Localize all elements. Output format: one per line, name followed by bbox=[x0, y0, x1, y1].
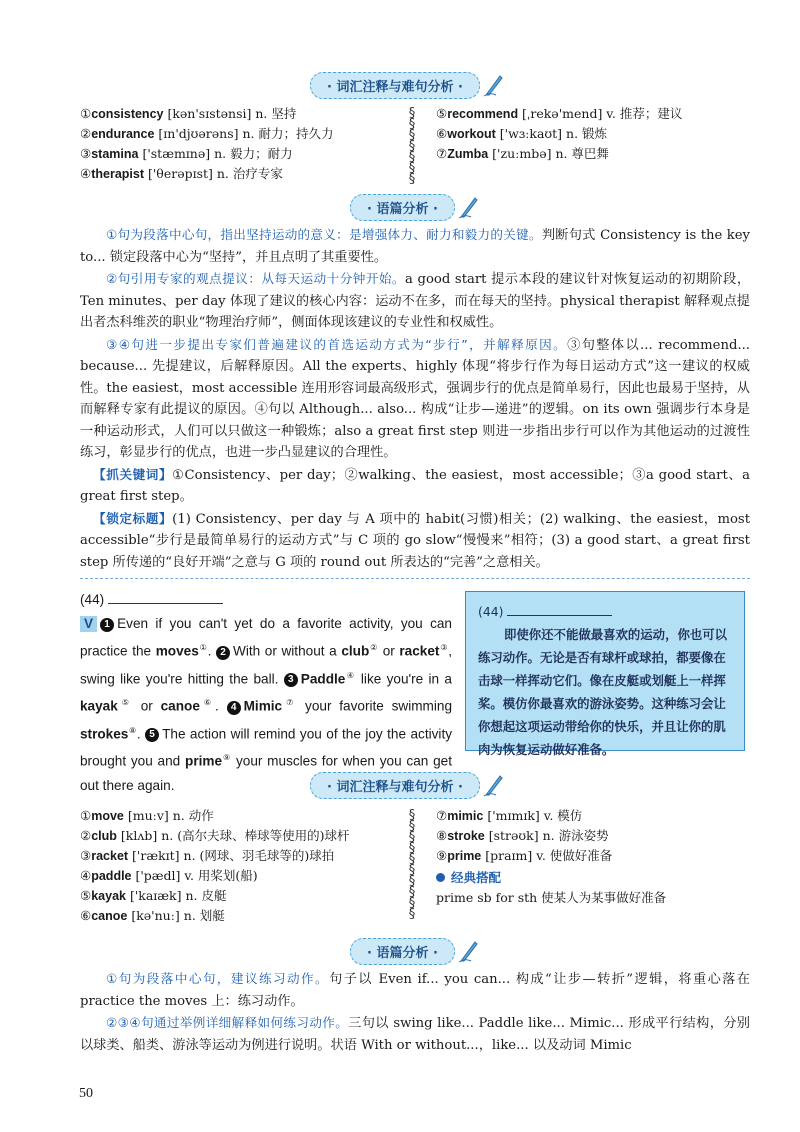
banner-label: · 语篇分析 · bbox=[350, 938, 455, 965]
vocab-item: ⑥workout ['wɜːkaʊt] n. 锻炼 bbox=[436, 126, 608, 141]
vocab-item: ③racket ['rækɪt] n. (网球、羽毛球等的)球拍 bbox=[80, 848, 335, 863]
divider-squiggle: § § § § § § § § § § bbox=[408, 808, 416, 922]
lock-title-tag: 【锁定标题】 bbox=[93, 510, 173, 526]
bullet-dot-icon bbox=[436, 873, 445, 882]
vocab-item: ⑦mimic ['mɪmɪk] v. 模仿 bbox=[436, 808, 583, 823]
vocab-item: ①consistency [kən'sɪstənsi] n. 坚持 bbox=[80, 106, 297, 121]
section-banner-vocab bbox=[310, 772, 504, 798]
vocab-item: ⑤kayak ['kaɪæk] n. 皮艇 bbox=[80, 888, 227, 903]
vocab-list-2 bbox=[80, 806, 750, 932]
vocab-column-right bbox=[436, 806, 666, 908]
divider-squiggle: § § § § § § § bbox=[408, 106, 416, 187]
banner-label: · 词汇注释与难句分析 · bbox=[310, 72, 480, 99]
keywords-tag: 【抓关键词】 bbox=[93, 466, 173, 482]
vocab-item: ⑨prime [praɪm] v. 使做好准备 bbox=[436, 848, 613, 863]
section-banner-discourse bbox=[350, 194, 479, 220]
paragraph-marker: V bbox=[80, 616, 97, 632]
vocab-item: ②endurance [ɪn'djʊərəns] n. 耐力；持久力 bbox=[80, 126, 334, 141]
pen-icon bbox=[482, 773, 504, 797]
pen-icon bbox=[482, 73, 504, 97]
analysis-paragraph-1: ①句为段落中心句，指出坚持运动的意义：是增强体力、耐力和毅力的关键。判断句式 Consistency is the key to... 锁定段落中心为“坚持”，并且点明了其重要性。 ②句引用专家的观点提议：从每天运动十分钟开始。a good start 提示本段的建议针对恢复运动的初期阶段，Ten minutes、per day 体现了建议的核心内容：运动不在多，而在每天的坚持。physical therapist 解释观点提出者杰科维茨的职业“物理治疗师”，侧面体现该建议的专业性和权威性。 ③④句进一步提出专家们普遍建议的首选运动方式为“步行”，并解释原因。③句整体以... recommend... because... 先提建议，后解释原因。All the experts、highly 体现“将步行作为每日运动方式”这一建议的权威性。the easiest，most accessible 连用形容词最高级形式，强调步行的优点是简单易行，因此也最易于坚持，从而解释专家有此提议的原因。④句以 Although... also... 构成“让步—递进”的逻辑。on its own 强调步行本身是一种运动形式，人们可以只做这一种锻炼；also a great first step 则进一步指出步行可以作为其他运动的过渡性练习，彰显步行的优点，也进一步凸显建议的合理性。 【抓关键词】①Consistency、per day；②walking、the easiest，most accessible；③a good start、a great first step。 【锁定标题】(1) Consistency、per day 与 A 项中的 habit(习惯)相关；(2) walking、the easiest，most accessible“步行是最简单易行的运动方式”与 C 项的 go slow“慢慢来”相符；(3) a good start、a great first step 所传递的“良好开端”之意与 G 项的 round out 所表达的“完善”之意相关。 bbox=[80, 227, 751, 570]
vocab-item: ③stamina ['stæmɪnə] n. 毅力；耐力 bbox=[80, 146, 293, 161]
translation-text: 即使你还不能做最喜欢的运动，你也可以练习动作。无论是否有球杆或球拍，都要像在击球一样挥动它们。像在皮艇或划艇上一样挥桨。模仿你最喜欢的游泳姿势。这种练习会让你想起这项运动带给你的快乐，并且让你的肌肉为恢复运动做好准备。 bbox=[478, 627, 728, 757]
vocab-item: ⑧stroke [strəʊk] n. 游泳姿势 bbox=[436, 828, 609, 843]
answer-blank[interactable] bbox=[108, 590, 223, 604]
vocab-item: ②club [klʌb] n. (高尔夫球、棒球等使用的)球杆 bbox=[80, 828, 350, 843]
vocab-item: ⑥canoe [kə'nuː] n. 划艇 bbox=[80, 908, 225, 923]
translation-box: (44) 即使你还不能做最喜欢的运动，你也可以练习动作。无论是否有球杆或球拍，都要像在击球一样挥动它们。像在皮艇或划艇上一样挥桨。模仿你最喜欢的游泳姿势。这种练习会让你想起这项运动带给你的快乐，并且让你的肌肉为恢复运动做好准备。 bbox=[465, 591, 745, 751]
vocab-list-1 bbox=[80, 104, 750, 188]
vocab-column-left bbox=[80, 104, 334, 184]
reading-passage: (44) V 1 Even if you can't yet do a favorite activity, you can practice the moves①. 2 With or without a club② or racket③, swing like you're hitting the ball. 3 Paddle④ like you're in a kayak⑤ or canoe⑥. 4 Mimic⑦ your favorite swimming strokes⑧. 5 The action will remind you of the joy the activity brought you and prime⑨ your muscles for when you can get out there again. bbox=[80, 588, 452, 798]
collocation-item: prime sb for sth 使某人为某事做好准备 bbox=[436, 890, 667, 905]
vocab-column-right bbox=[436, 104, 682, 164]
collocation-heading: 经典搭配 bbox=[436, 868, 666, 888]
section-banner-discourse bbox=[350, 938, 479, 964]
banner-label: · 语篇分析 · bbox=[350, 194, 455, 221]
translation-blank bbox=[507, 602, 612, 616]
vocab-item: ④therapist ['θerəpɪst] n. 治疗专家 bbox=[80, 166, 283, 181]
analysis-paragraph-2: ①句为段落中心句，建议练习动作。句子以 Even if... you can... 构成“让步—转折”逻辑，将重心落在 practice the moves 上：练习动作。 ②③④句通过举例详细解释如何练习动作。三句以 swing like... Paddle like... Mimic... 形成平行结构，分别以球类、船类、游泳等运动为例进行说明。状语 With or without...，like... 以及动词 Mimic bbox=[80, 971, 750, 1053]
pen-icon bbox=[457, 195, 479, 219]
vocab-item: ⑤recommend [ˌrekə'mend] v. 推荐；建议 bbox=[436, 106, 683, 121]
question-blank: (44) bbox=[80, 588, 452, 612]
section-banner-vocab bbox=[310, 72, 504, 98]
page-number: 50 bbox=[79, 1086, 93, 1101]
vocab-item: ⑦Zumba ['zuːmbə] n. 尊巴舞 bbox=[436, 146, 609, 161]
vocab-item: ④paddle ['pædl] v. 用桨划(船) bbox=[80, 868, 258, 883]
banner-label: · 词汇注释与难句分析 · bbox=[310, 772, 480, 799]
pen-icon bbox=[457, 939, 479, 963]
vocab-column-left bbox=[80, 806, 350, 926]
vocab-item: ①move [muːv] n. 动作 bbox=[80, 808, 214, 823]
section-divider bbox=[80, 578, 750, 579]
